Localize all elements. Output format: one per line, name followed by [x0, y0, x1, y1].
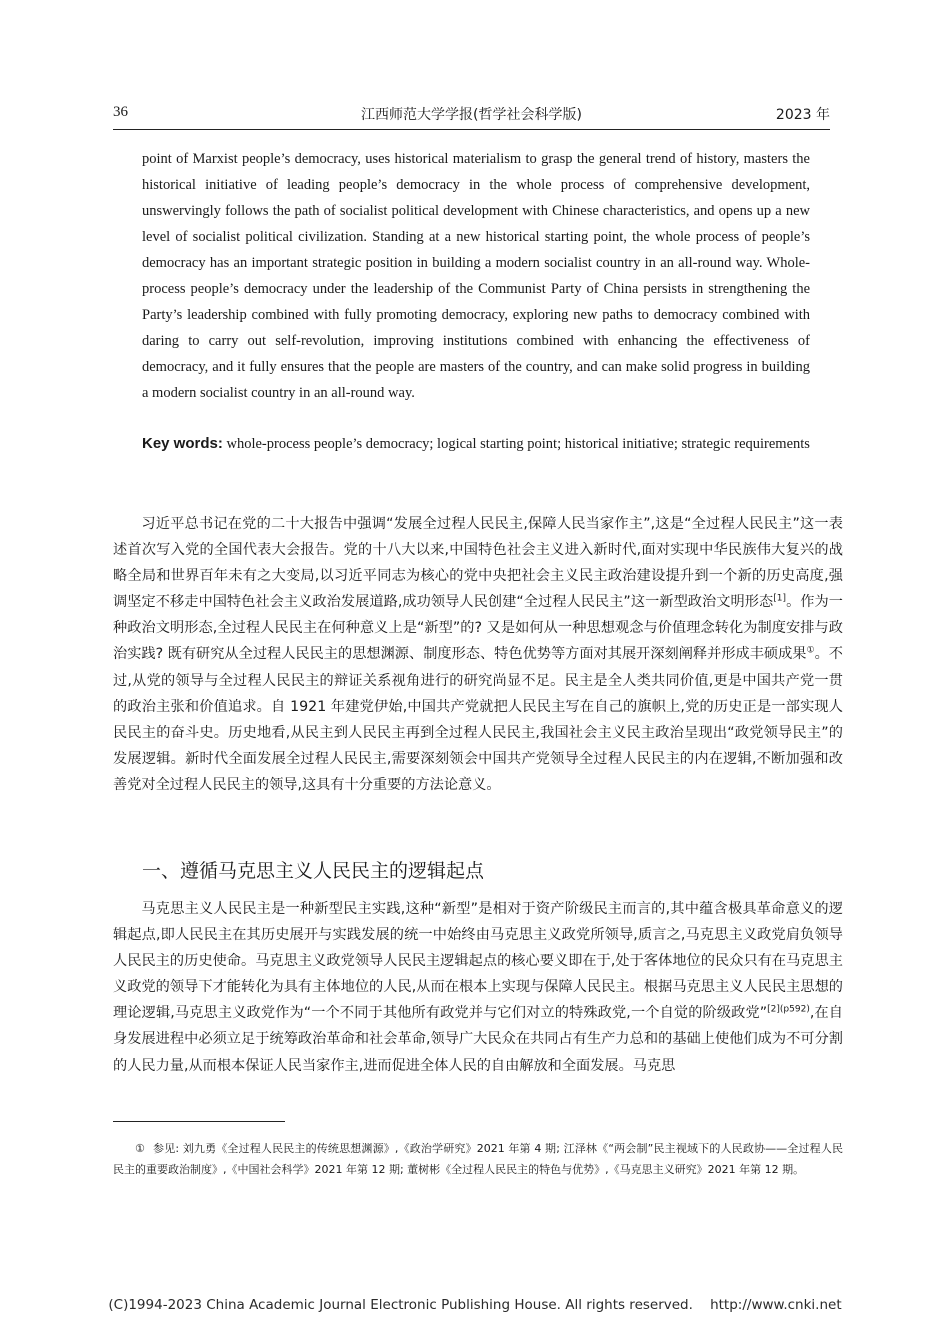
section-text-1: 马克思主义人民民主是一种新型民主实践,这种“新型”是相对于资产阶级民主而言的,其中蕴含极具革命意义的逻辑起点,即人民民主在其历史展开与实践发展的统一中始终由马克思主义政党所领导,质言之,马克思主义政党肩负领导人民民主的历史使命。马克思主义政党领导人民民主逻辑起点的核心要义即在于,处于客体地位的民众只有在马克思主义政党的领导下才能转化为具有主体地位的人民,从而在根本上实现与保障人民民主。根据马克思主义人民民主思想的理论逻辑,马克思主义政党作为“一个不同于其他所有政党并与它们对立的特殊政党,一个自觉的阶级政党”	[113, 901, 843, 1022]
intro-text-2: 。作为一种政治文明形态,全过程人民民主在何种意义上是“新型”的? 又是如何从一种思想观念与价值理念转化为制度安排与政治实践? 既有研究从全过程人民民主的思想渊源、制度形态、特色优势等方面对其展开深刻阐释并形成丰硕成果	[113, 594, 843, 663]
keywords-text: whole-process people’s democracy; logical starting point; historical initiative; strategic requirements	[226, 436, 810, 452]
intro-text-1: 习近平总书记在党的二十大报告中强调“发展全过程人民民主,保障人民当家作主”,这是“全过程人民民主”这一表述首次写入党的全国代表大会报告。党的十八大以来,中国特色社会主义进入新时代,面对实现中华民族伟大复兴的战略全局和世界百年未有之大变局,以习近平同志为核心的党中央把社会主义民主政治建设提升到一个新的历史高度,强调坚定不移走中国特色社会主义政治发展道路,成功领导人民创建“全过程人民民主”这一新型政治文明形态	[113, 516, 843, 611]
citation-1[interactable]: [1]	[773, 593, 787, 604]
publication-year: 2023 年	[775, 107, 830, 123]
footnote-ref[interactable]: ①	[806, 645, 815, 656]
page-number: 36	[113, 104, 128, 120]
intro-text-3: 。不过,从党的领导与全过程人民民主的辩证关系视角进行的研究尚显不足。民主是全人类共同价值,更是中国共产党一贯的政治主张和价值追求。自 1921 年建党伊始,中国共产党就把人民民主写在自己的旗帜上,党的历史正是一部实现人民民主的奋斗史。历史地看,从民主到人民民主再到全过程人民民主,我国社会主义民主政治呈现出“政党领导民主”的发展逻辑。新时代全面发展全过程人民民主,需要深刻领会中国共产党领导全过程人民民主的内在逻辑,不断加强和改善党对全过程人民民主的领导,这具有十分重要的方法论意义。	[113, 646, 843, 793]
section-heading: 一、遵循马克思主义人民民主的逻辑起点	[142, 860, 485, 882]
footnote-rule	[113, 1121, 285, 1122]
footnote-mark: ①	[135, 1142, 146, 1155]
intro-paragraph	[113, 511, 843, 798]
keywords-label: Key words:	[142, 435, 223, 452]
header-rule	[113, 129, 830, 130]
keywords	[142, 431, 810, 457]
section-paragraph	[113, 896, 843, 1079]
citation-2[interactable]: [2](p592)	[767, 1004, 810, 1015]
english-abstract: point of Marxist people’s democracy, uses historical materialism to grasp the general trend of history, masters the historical initiative of leading people’s democracy in the whole process of comprehensive development, unswervingly follows the path of socialist political development with Chinese characteristics, and opens up a new level of socialist political civilization. Standing at a new historical starting point, the whole process of people’s democracy has an important strategic position in building a modern socialist country in an all-round way. Whole-process people’s democracy under the leadership of the Communist Party of China persists in strengthening the Party’s leadership combined with fully promoting democracy, exploring new paths to democracy combined with daring to carry out self-revolution, improving institutions combined with enhancing the effectiveness of democracy, and it fully ensures that the people are masters of the country, and can make solid progress in building a modern socialist country in an all-round way.	[142, 151, 810, 401]
footnote-text: 参见: 刘九勇《全过程人民民主的传统思想渊源》,《政治学研究》2021 年第 4 期; 江泽林《“两会制”民主视域下的人民政协——全过程人民民主的重要政治制度》,《中国社会科学》2021 年第 12 期; 董树彬《全过程人民民主的特色与优势》,《马克思主义研究》2021 年第 12 期。	[113, 1142, 843, 1176]
section-text-2: ,在自身发展进程中必须立足于统筹政治革命和社会革命,领导广大民众在共同占有生产力总和的基础上使他们成为不可分割的人民力量,从而根本保证人民当家作主,进而促进全体人民的自由解放和全面发展。马克思	[113, 1005, 843, 1074]
copyright-notice: (C)1994-2023 China Academic Journal Electronic Publishing House. All rights reserved. http://www.cnki.net	[108, 1297, 842, 1313]
journal-title: 江西师范大学学报(哲学社会科学版)	[361, 107, 582, 123]
footnote	[113, 1138, 843, 1180]
running-header	[113, 104, 830, 128]
